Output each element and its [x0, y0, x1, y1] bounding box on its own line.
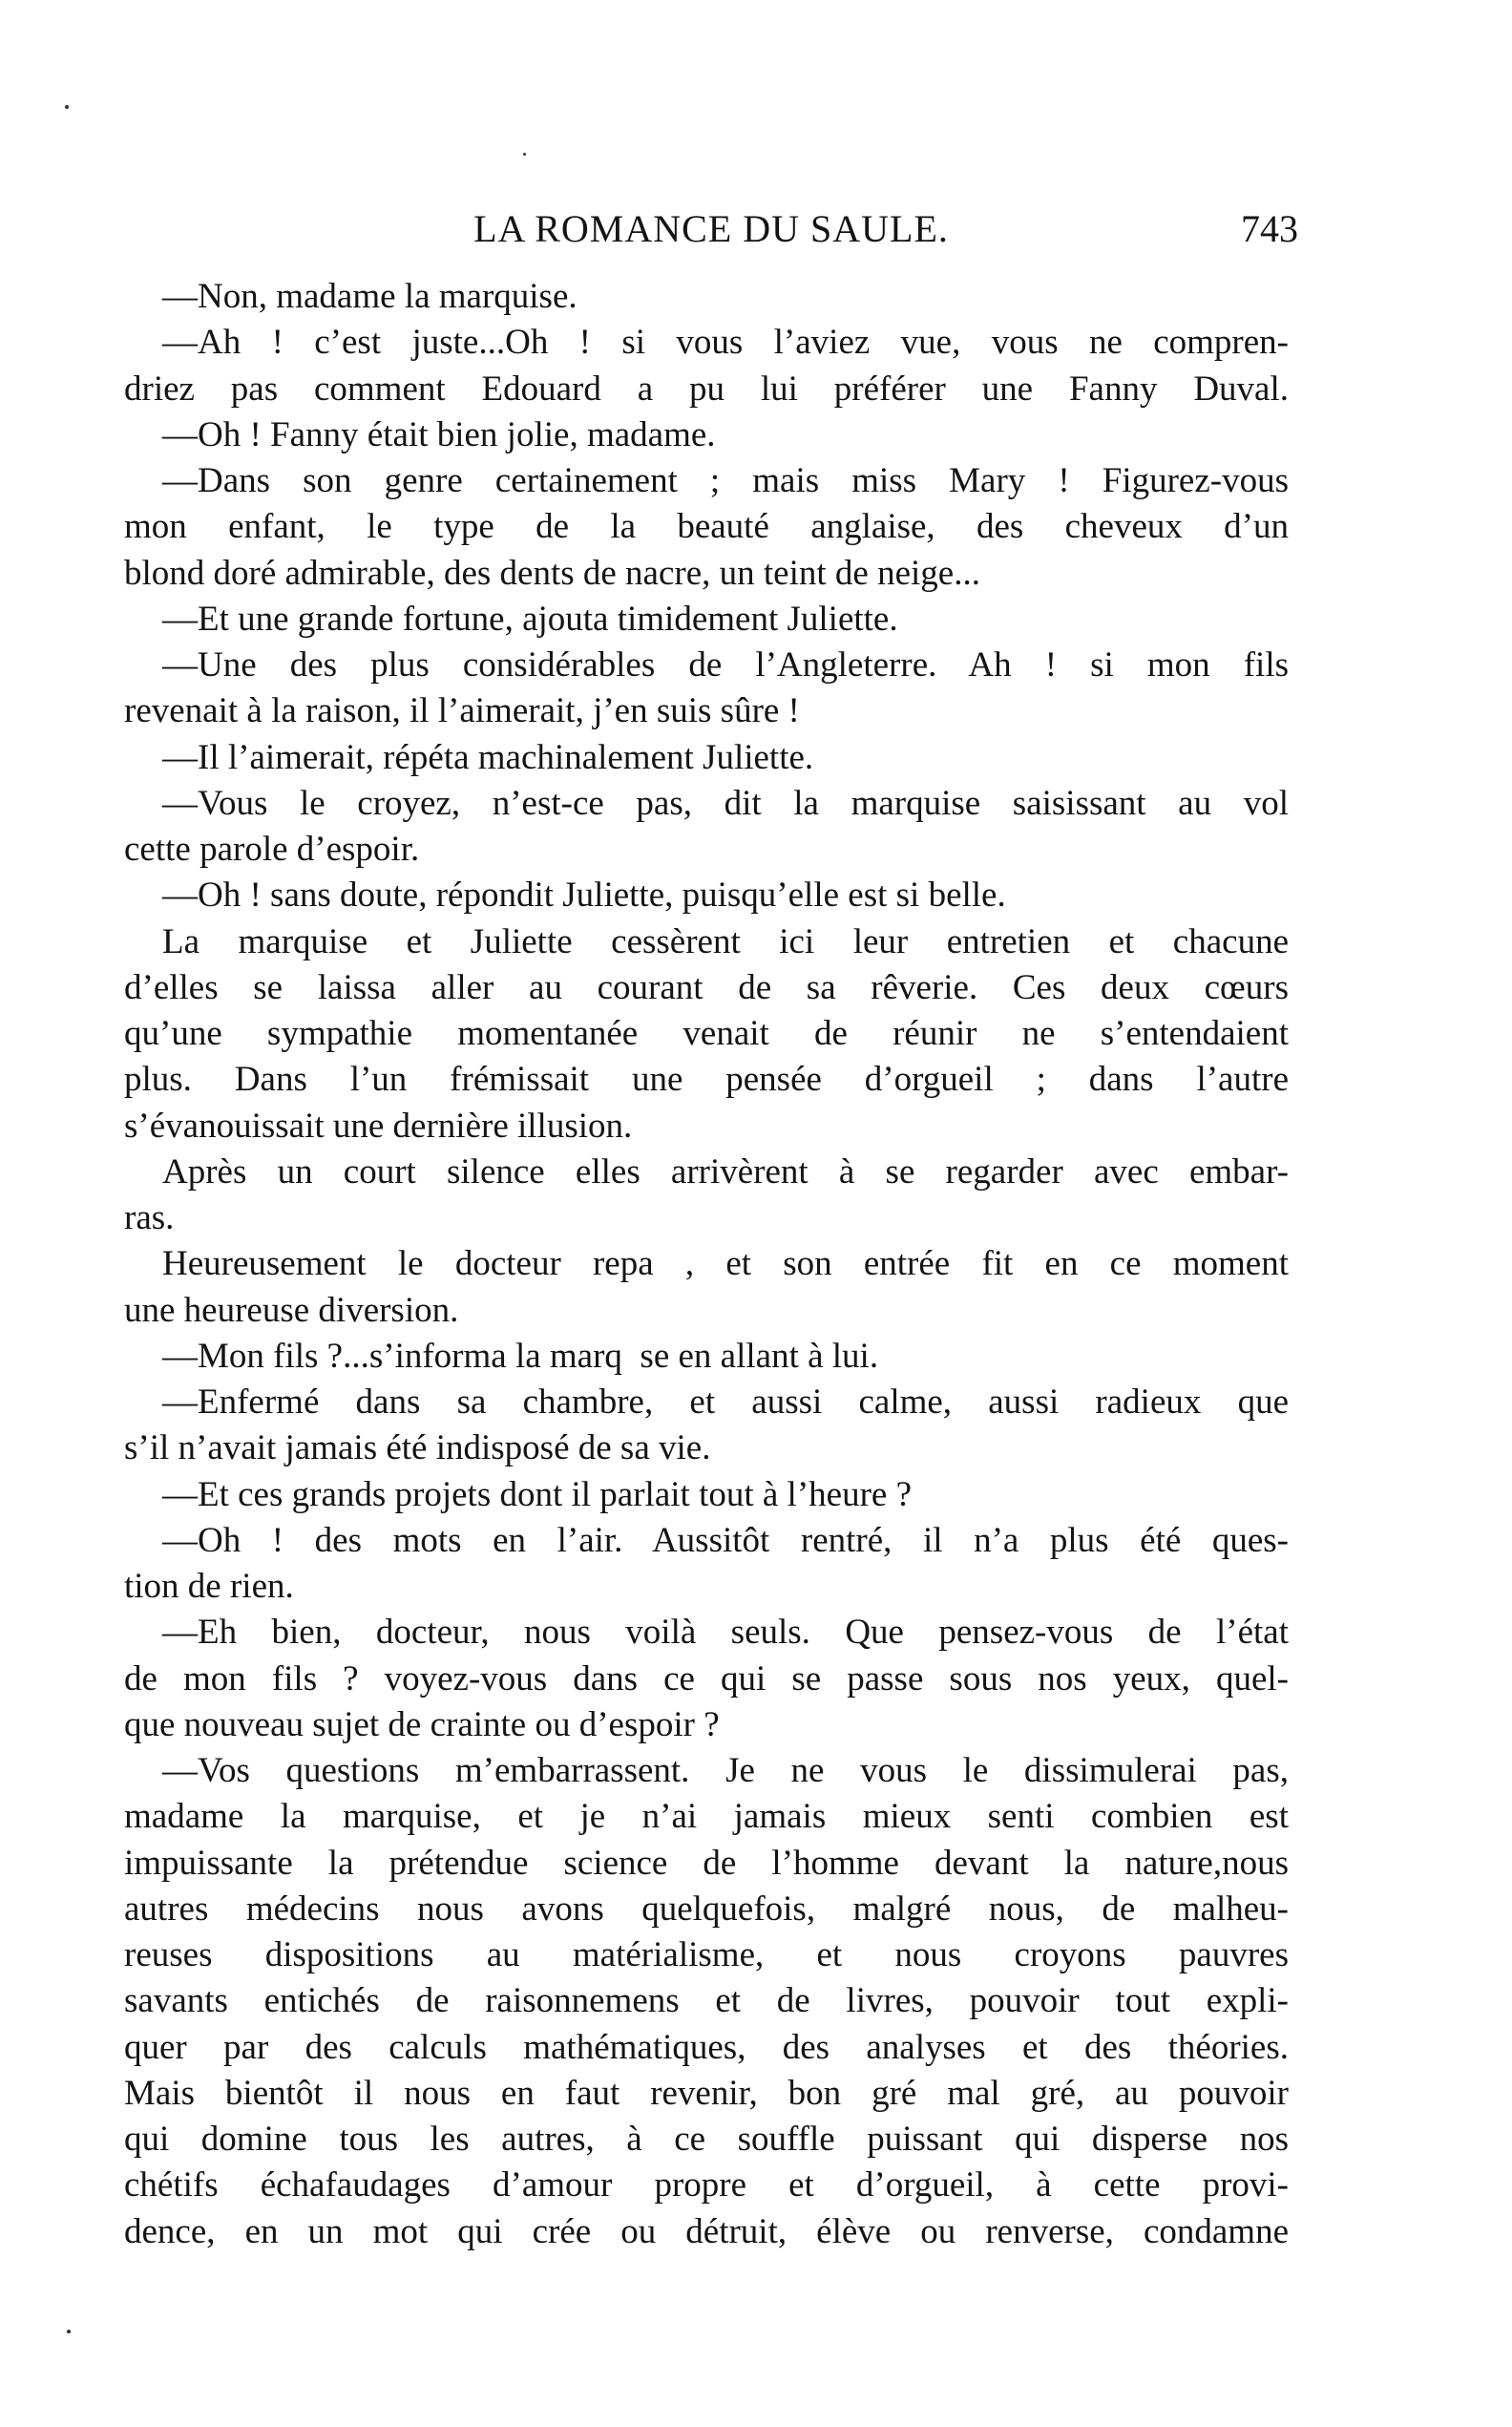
text-line: blond doré admirable, des dents de nacre, un teint de neige...: [124, 553, 980, 593]
text-line: que nouveau sujet de crainte ou d’espoir ?: [124, 1704, 720, 1744]
text-line: savants entichés de raisonnemens et de livres, pouvoir tout expli-: [124, 1981, 1289, 2021]
text-line: —Et ces grands projets dont il parlait tout à l’heure ?: [162, 1474, 912, 1514]
print-speck: [523, 153, 526, 156]
text-line: —Il l’aimerait, répéta machinalement Juliette.: [162, 737, 814, 777]
text-line: quer par des calculs mathématiques, des analyses et des théories.: [124, 2027, 1289, 2067]
text-line: tion de rien.: [124, 1567, 294, 1606]
text-line: —Mon fils ?...s’informa la marq se en allant à lui.: [162, 1336, 879, 1376]
text-line: reuses dispositions au matérialisme, et nous croyons pauvres: [124, 1935, 1289, 1974]
text-line: impuissante la prétendue science de l’homme devant la nature,nous: [124, 1843, 1289, 1883]
print-speck: [65, 105, 69, 109]
text-line: —Oh ! sans doute, répondit Juliette, puisqu’elle est si belle.: [162, 876, 1006, 916]
text-line: —Oh ! Fanny était bien jolie, madame.: [162, 414, 716, 454]
text-line: —Une des plus considérables de l’Angleterre. Ah ! si mon fils: [162, 645, 1289, 685]
text-line: dence, en un mot qui crée ou détruit, élève ou renverse, condamne: [124, 2211, 1289, 2251]
text-line: s’évanouissait une dernière illusion.: [124, 1106, 633, 1146]
text-line: Mais bientôt il nous en faut revenir, bon gré mal gré, au pouvoir: [124, 2073, 1289, 2113]
text-line: mon enfant, le type de la beauté anglaise, des cheveux d’un: [124, 507, 1289, 547]
text-line: chétifs échafaudages d’amour propre et d’orgueil, à cette provi-: [124, 2165, 1289, 2205]
text-line: s’il n’avait jamais été indisposé de sa vie.: [124, 1428, 711, 1468]
text-line: La marquise et Juliette cessèrent ici leur entretien et chacune: [162, 921, 1289, 961]
text-line: —Non, madame la marquise.: [162, 277, 578, 316]
text-line: —Dans son genre certainement ; mais miss Mary ! Figurez-vous: [162, 461, 1289, 500]
text-line: —Oh ! des mots en l’air. Aussitôt rentré, il n’a plus été ques-: [162, 1520, 1289, 1560]
text-line: une heureuse diversion.: [124, 1290, 459, 1330]
text-line: —Eh bien, docteur, nous voilà seuls. Que pensez-vous de l’état: [162, 1613, 1289, 1653]
text-line: Après un court silence elles arrivèrent à se regarder avec embar-: [162, 1151, 1289, 1192]
text-line: —Vous le croyez, n’est-ce pas, dit la marquise saisissant au vol: [162, 783, 1289, 823]
text-line: —Et une grande fortune, ajouta timidement Juliette.: [162, 599, 898, 639]
text-line: Heureusement le docteur repa , et son entrée fit en ce moment: [162, 1244, 1289, 1284]
text-line: plus. Dans l’un frémissait une pensée d’orgueil ; dans l’autre: [124, 1060, 1289, 1100]
page-header: [124, 200, 1298, 258]
text-line: —Vos questions m’embarrassent. Je ne vous le dissimulerai pas,: [162, 1751, 1289, 1790]
text-line: —Ah ! c’est juste...Oh ! si vous l’aviez vue, vous ne compren-: [162, 323, 1289, 363]
text-line: de mon fils ? voyez-vous dans ce qui se passe sous nos yeux, quel-: [124, 1658, 1289, 1699]
text-line: qui domine tous les autres, à ce souffle puissant qui disperse nos: [124, 2120, 1289, 2159]
text-line: d’elles se laissa aller au courant de sa rêverie. Ces deux cœurs: [124, 967, 1289, 1007]
text-line: madame la marquise, et je n’ai jamais mieux senti combien est: [124, 1797, 1289, 1837]
text-line: —Enfermé dans sa chambre, et aussi calme, aussi radieux que: [162, 1382, 1289, 1422]
page-number: 743: [1241, 207, 1298, 250]
body-text: [124, 274, 1289, 2255]
text-line: ras.: [124, 1198, 175, 1237]
running-title: LA ROMANCE DU SAULE.: [473, 207, 949, 250]
text-line: revenait à la raison, il l’aimerait, j’en suis sûre !: [124, 691, 800, 731]
text-line: driez pas comment Edouard a pu lui préférer une Fanny Duval.: [124, 369, 1289, 409]
text-line: qu’une sympathie momentanée venait de réunir ne s’entendaient: [124, 1014, 1289, 1053]
print-speck: [67, 2330, 71, 2333]
text-line: autres médecins nous avons quelquefois, malgré nous, de malheu-: [124, 1889, 1289, 1929]
text-line: cette parole d’espoir.: [124, 830, 420, 869]
